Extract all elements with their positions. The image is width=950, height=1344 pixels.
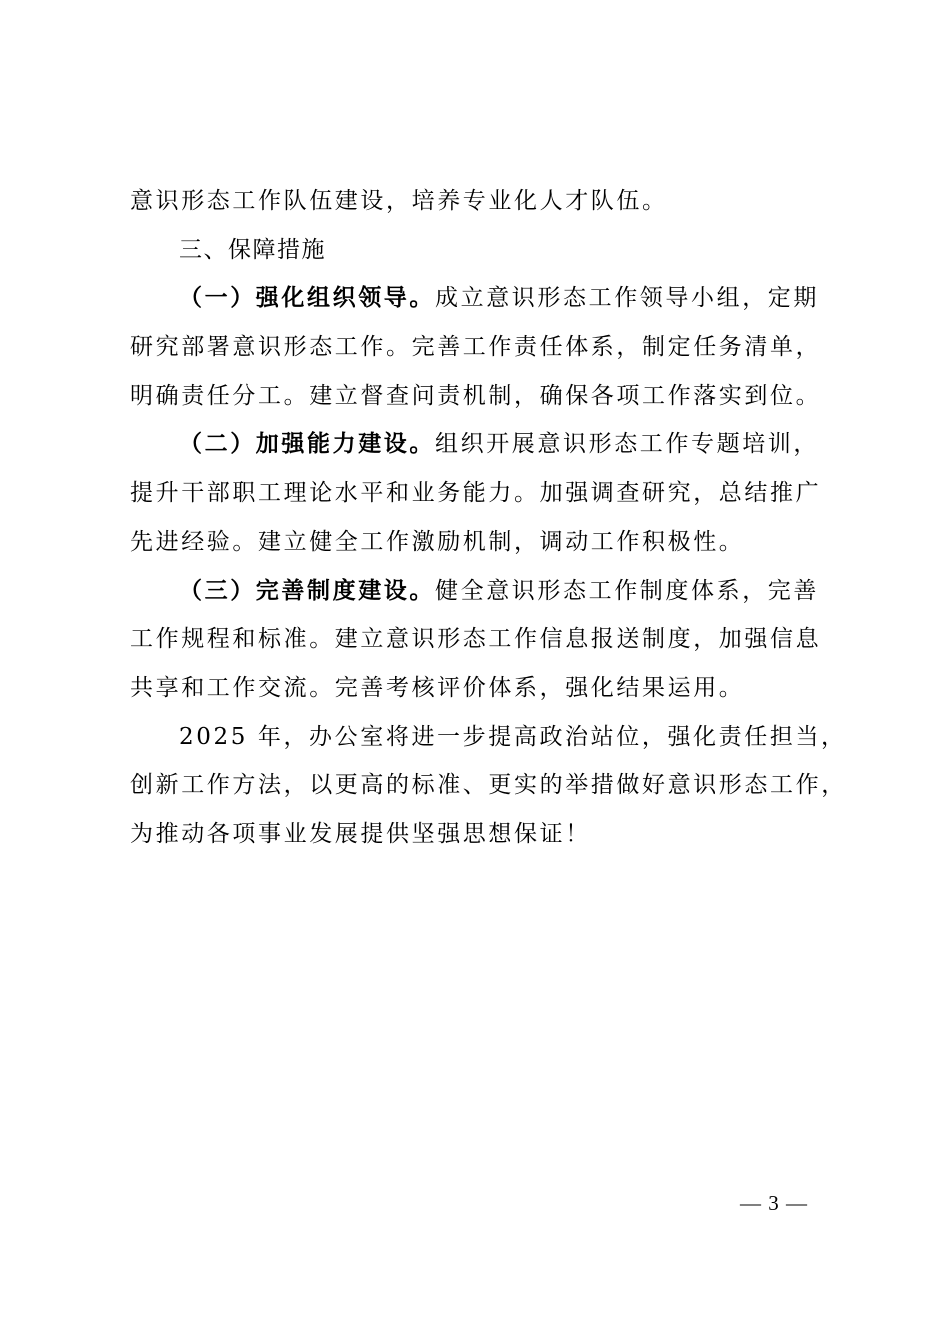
measure-3-line-3: 共享和工作交流。完善考核评价体系，强化结果运用。 (130, 674, 745, 701)
measure-1-first-line (130, 274, 820, 323)
measure-2-line-2: 提升干部职工理论水平和业务能力。加强调查研究，总结推广 (130, 480, 822, 507)
continuation-line: 意识形态工作队伍建设，培养专业化人才队伍。 (130, 188, 668, 214)
measure-1-title: （一）强化组织领导。 (179, 284, 435, 312)
measure-2-first-line (130, 420, 820, 469)
section-heading: 三、保障措施 (179, 236, 326, 263)
measure-3-line-2: 工作规程和标准。建立意识形态工作信息报送制度，加强信息 (130, 626, 822, 653)
measure-1-line-2: 研究部署意识形态工作。完善工作责任体系，制定任务清单， (130, 334, 822, 361)
document-body (130, 177, 847, 859)
measure-2-title: （二）加强能力建设。 (179, 430, 435, 458)
measure-3-line-1: 健全意识形态工作制度体系，完善 (435, 577, 819, 604)
measure-1-line-3: 明确责任分工。建立督查问责机制，确保各项工作落实到位。 (130, 382, 822, 409)
measure-3-first-line (130, 567, 820, 616)
measure-1 (130, 274, 820, 420)
conclusion-paragraph (130, 713, 847, 859)
measure-3-title: （三）完善制度建设。 (179, 576, 435, 604)
measure-2-line-3: 先进经验。建立健全工作激励机制，调动工作积极性。 (130, 528, 745, 555)
measure-3 (130, 567, 820, 713)
measure-2-line-1: 组织开展意识形态工作专题培训， (435, 431, 819, 458)
measure-1-line-1: 成立意识形态工作领导小组，定期 (435, 285, 819, 312)
conclusion-line-1: 2025 年，办公室将进一步提高政治站位，强化责任担当， (179, 723, 847, 750)
measure-2 (130, 420, 820, 566)
conclusion-line-2: 创新工作方法，以更高的标准、更实的举措做好意识形态工作， (130, 772, 847, 799)
conclusion-line-3: 为推动各项事业发展提供坚强思想保证！ (130, 820, 591, 847)
page-number: — 3 — (740, 1191, 808, 1215)
